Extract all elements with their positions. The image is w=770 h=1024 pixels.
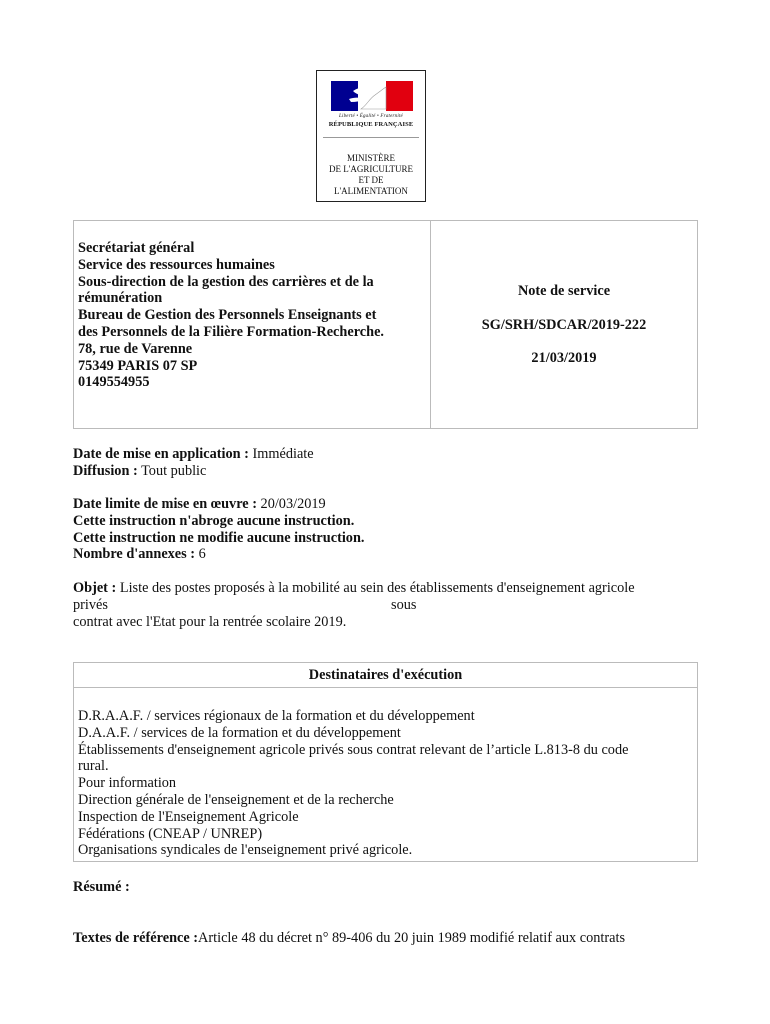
ministry-line: DE L'AGRICULTURE xyxy=(328,164,414,174)
sender-address xyxy=(78,240,423,391)
sender-line: 0149554955 xyxy=(78,374,150,391)
application-date-label: Date de mise en application : xyxy=(73,446,249,462)
ministry-line: MINISTÈRE xyxy=(347,153,395,163)
deadline-info xyxy=(73,496,364,563)
diffusion-value: Tout public xyxy=(137,462,207,479)
republic-motto: Liberté • Égalité • Fraternité xyxy=(339,114,403,119)
destinataire-item: Pour information xyxy=(78,775,177,792)
sender-line: Secrétariat général xyxy=(78,240,195,256)
annexes-label: Nombre d'annexes : xyxy=(73,546,196,563)
objet-text-2b: sous xyxy=(391,596,417,613)
textes-value: Article 48 du décret n° 89-406 du 20 juin 1989 modifié relatif aux contrats xyxy=(198,930,626,946)
destinataire-item: D.R.A.A.F. / services régionaux de la formation et du développement xyxy=(78,708,475,724)
no-abroge-text: Cette instruction n'abroge aucune instruction. xyxy=(73,512,355,529)
ministry-name xyxy=(317,153,425,197)
marianne-flag-icon xyxy=(331,81,413,111)
note-title: Note de service xyxy=(517,283,611,299)
textes-reference-section xyxy=(73,930,698,947)
destinataire-item: Organisations syndicales de l'enseignement privé agricole. xyxy=(78,842,413,859)
logo-divider xyxy=(323,137,419,138)
deadline-row xyxy=(73,496,364,513)
sender-line: 75349 PARIS 07 SP xyxy=(78,357,198,374)
no-modifie-text: Cette instruction ne modifie aucune instruction. xyxy=(73,529,365,546)
objet-text-1: Liste des postes proposés à la mobilité au sein des établissements d'enseignement agricole xyxy=(116,580,635,596)
republic-name: RÉPUBLIQUE FRANÇAISE xyxy=(328,121,414,128)
sender-line: Service des ressources humaines xyxy=(78,256,275,273)
objet-text-2a: privés xyxy=(73,596,108,613)
destinataire-item: rural. xyxy=(78,758,109,775)
application-date-value: Immédiate xyxy=(248,446,314,462)
destinataires-table xyxy=(73,662,698,862)
sender-line: rémunération xyxy=(78,290,163,307)
sender-line: Sous-direction de la gestion des carrières et de la xyxy=(78,273,374,290)
resume-label: Résumé : xyxy=(73,879,130,895)
deadline-value: 20/03/2019 xyxy=(256,496,326,512)
objet-line-2 xyxy=(73,597,698,614)
objet-line-1 xyxy=(73,580,698,597)
note-reference: SG/SRH/SDCAR/2019-222 xyxy=(481,317,647,333)
application-info xyxy=(73,446,314,480)
objet-label: Objet : xyxy=(73,580,117,596)
sender-line: des Personnels de la Filière Formation-Recherche. xyxy=(78,323,384,340)
annexes-value: 6 xyxy=(195,546,206,563)
destinataire-item: Inspection de l'Enseignement Agricole xyxy=(78,808,299,825)
destinataire-item: Direction générale de l'enseignement et de la recherche xyxy=(78,791,394,808)
sender-line: Bureau de Gestion des Personnels Enseignants et xyxy=(78,307,377,324)
ministry-line: ET DE xyxy=(358,175,384,185)
objet-section xyxy=(73,580,698,630)
no-modifie-line xyxy=(73,530,364,547)
deadline-label: Date limite de mise en œuvre : xyxy=(73,496,257,512)
destinataire-item: D.A.A.F. / services de la formation et du développement xyxy=(78,724,401,741)
diffusion-row xyxy=(73,463,314,480)
ministry-logo xyxy=(316,70,426,202)
destinataire-item: Établissements d'enseignement agricole privés sous contrat relevant de l’article L.813-8 du code xyxy=(78,741,629,758)
destinataires-list xyxy=(78,708,687,859)
destinataire-item: Fédérations (CNEAP / UNREP) xyxy=(78,825,263,842)
annexes-row xyxy=(73,546,364,563)
objet-text-3: contrat avec l'Etat pour la rentrée scolaire 2019. xyxy=(73,613,347,630)
diffusion-label: Diffusion : xyxy=(73,462,138,479)
destinataires-title: Destinataires d'exécution xyxy=(74,663,697,688)
ministry-line: L'ALIMENTATION xyxy=(334,186,408,196)
resume-section xyxy=(73,879,130,896)
note-date: 21/03/2019 xyxy=(531,350,597,366)
no-abroge-line xyxy=(73,513,364,530)
sender-line: 78, rue de Varenne xyxy=(78,340,193,357)
application-date-row xyxy=(73,446,314,463)
textes-label: Textes de référence : xyxy=(73,930,199,946)
header-table xyxy=(73,220,698,429)
